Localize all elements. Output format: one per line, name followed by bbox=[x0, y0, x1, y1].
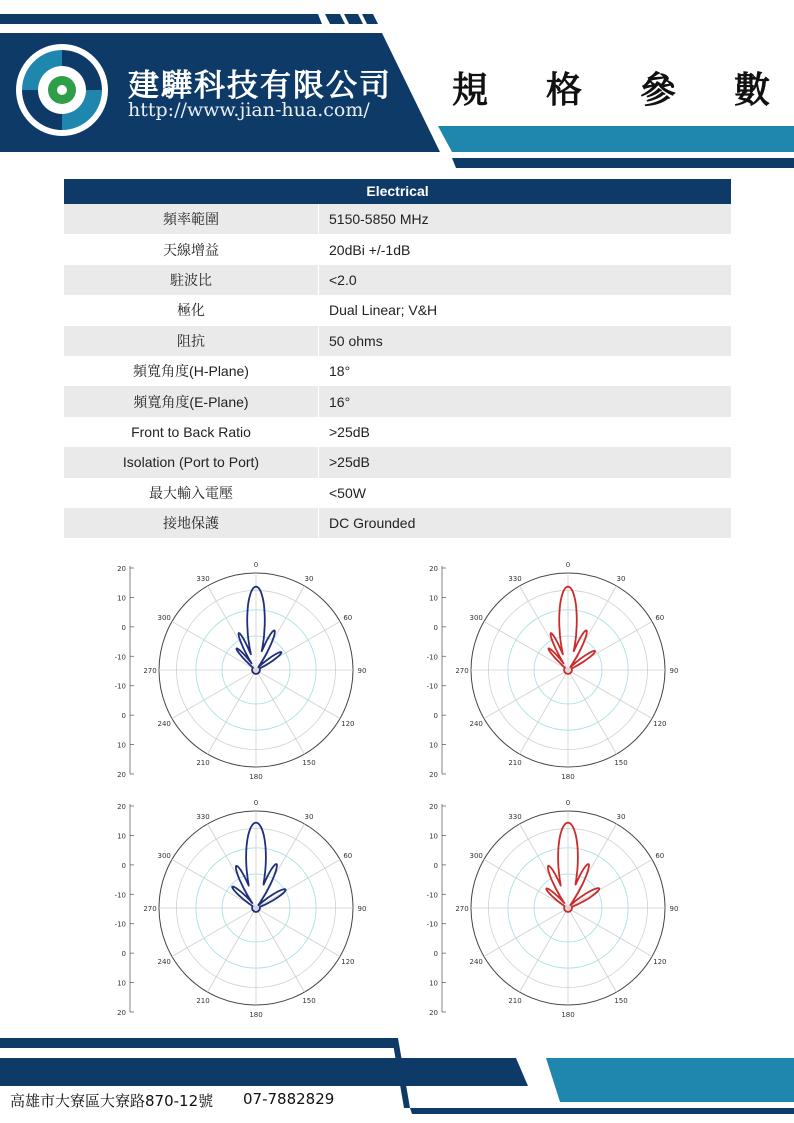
polar-chart-e-blue bbox=[110, 790, 370, 1020]
angle-label: 150 bbox=[614, 758, 628, 767]
angle-label: 180 bbox=[249, 773, 263, 781]
angle-label: 60 bbox=[655, 614, 665, 622]
angle-spoke bbox=[484, 670, 568, 719]
angle-label: 150 bbox=[614, 996, 628, 1005]
spec-label: 極化 bbox=[177, 302, 205, 319]
radial-tick-label: 10 bbox=[429, 594, 438, 603]
angle-label: 210 bbox=[196, 758, 210, 767]
spec-label: Isolation (Port to Port) bbox=[122, 454, 260, 471]
angle-label: 60 bbox=[655, 852, 665, 860]
angle-label: 240 bbox=[157, 958, 171, 966]
polar-chart-e-red bbox=[422, 790, 682, 1020]
company-logo bbox=[14, 42, 110, 138]
angle-label: 270 bbox=[455, 667, 469, 675]
radial-tick-label: 0 bbox=[433, 950, 438, 959]
angle-spoke bbox=[568, 908, 652, 957]
angle-label: 330 bbox=[508, 813, 522, 822]
radial-tick-label: 10 bbox=[429, 832, 438, 841]
radial-tick-label: 20 bbox=[117, 565, 126, 573]
radial-tick-label: 10 bbox=[117, 741, 126, 750]
angle-spoke bbox=[208, 908, 257, 992]
angle-spoke bbox=[172, 622, 256, 671]
spec-table-title: Electrical bbox=[64, 179, 731, 204]
angle-label: 90 bbox=[669, 905, 679, 913]
spec-value: >25dB bbox=[318, 417, 731, 447]
angle-label: 120 bbox=[341, 958, 355, 966]
angle-label: 60 bbox=[343, 852, 353, 860]
angle-spoke bbox=[484, 908, 568, 957]
angle-label: 30 bbox=[304, 575, 314, 584]
table-row bbox=[64, 356, 731, 386]
angle-spoke bbox=[172, 908, 256, 957]
angle-label: 210 bbox=[196, 996, 210, 1005]
spec-value: >25dB bbox=[318, 447, 731, 477]
angle-label: 0 bbox=[253, 561, 259, 569]
angle-label: 120 bbox=[341, 720, 355, 728]
angle-spoke bbox=[568, 908, 617, 992]
angle-label: 330 bbox=[196, 813, 210, 822]
radial-tick-label: 0 bbox=[121, 712, 126, 721]
spec-value: <50W bbox=[318, 478, 731, 508]
table-row bbox=[64, 204, 731, 234]
angle-label: 120 bbox=[653, 720, 667, 728]
title-char: 參 bbox=[639, 70, 676, 111]
spec-value: 50 ohms bbox=[318, 326, 731, 356]
angle-spoke bbox=[520, 908, 569, 992]
company-name: 建驊科技有限公司 bbox=[128, 68, 392, 104]
radial-tick-label: 20 bbox=[117, 771, 126, 779]
radial-tick-label: 20 bbox=[429, 803, 438, 811]
angle-label: 300 bbox=[469, 852, 483, 860]
spec-value: Dual Linear; V&H bbox=[318, 295, 731, 325]
radial-tick-label: 10 bbox=[117, 832, 126, 841]
table-row bbox=[64, 478, 731, 508]
radial-tick-label: -10 bbox=[114, 682, 126, 691]
angle-spoke bbox=[208, 670, 257, 754]
table-row bbox=[64, 417, 731, 447]
radial-tick-label: 20 bbox=[117, 803, 126, 811]
angle-label: 240 bbox=[157, 720, 171, 728]
spec-label: 駐波比 bbox=[170, 271, 212, 288]
polar-chart-h-red bbox=[422, 552, 682, 782]
radial-tick-label: 0 bbox=[433, 861, 438, 870]
angle-label: 240 bbox=[469, 958, 483, 966]
spec-label: 天線增益 bbox=[163, 241, 219, 258]
angle-spoke bbox=[256, 908, 340, 957]
angle-label: 180 bbox=[561, 773, 575, 781]
radial-tick-label: -10 bbox=[426, 682, 438, 691]
title-char: 格 bbox=[545, 70, 582, 111]
spec-value: 20dBi +/-1dB bbox=[318, 234, 731, 264]
angle-label: 30 bbox=[616, 813, 626, 822]
spec-label: 頻寬角度(E-Plane) bbox=[133, 393, 249, 410]
angle-label: 90 bbox=[357, 905, 367, 913]
spec-value: <2.0 bbox=[318, 265, 731, 295]
radial-tick-label: -10 bbox=[114, 920, 126, 929]
angle-spoke bbox=[256, 670, 305, 754]
angle-label: 30 bbox=[616, 575, 626, 584]
angle-label: 60 bbox=[343, 614, 353, 622]
spec-table bbox=[64, 179, 731, 538]
angle-label: 240 bbox=[469, 720, 483, 728]
pattern-curve bbox=[237, 587, 282, 674]
angle-label: 30 bbox=[304, 813, 314, 822]
spec-label: 最大輸入電壓 bbox=[149, 484, 233, 501]
spec-label: 頻率範圍 bbox=[163, 211, 219, 228]
angle-spoke bbox=[256, 670, 340, 719]
radial-tick-label: -10 bbox=[114, 891, 126, 900]
angle-label: 90 bbox=[357, 667, 367, 675]
angle-spoke bbox=[568, 670, 617, 754]
angle-spoke bbox=[256, 860, 340, 909]
radial-tick-label: 10 bbox=[117, 979, 126, 988]
angle-spoke bbox=[484, 860, 568, 909]
angle-label: 120 bbox=[653, 958, 667, 966]
radial-tick-label: -10 bbox=[426, 920, 438, 929]
angle-label: 210 bbox=[508, 996, 522, 1005]
angle-label: 210 bbox=[508, 758, 522, 767]
angle-label: 0 bbox=[565, 799, 571, 807]
radial-tick-label: 10 bbox=[429, 979, 438, 988]
radial-tick-label: 0 bbox=[121, 861, 126, 870]
radial-tick-label: -10 bbox=[426, 891, 438, 900]
footer-address: 高雄市大寮區大寮路870-12號 bbox=[10, 1092, 214, 1110]
radial-tick-label: 20 bbox=[429, 565, 438, 573]
table-row bbox=[64, 447, 731, 477]
angle-label: 270 bbox=[143, 667, 157, 675]
angle-label: 90 bbox=[669, 667, 679, 675]
spec-value: 18° bbox=[318, 356, 731, 386]
radial-tick-label: 20 bbox=[429, 1009, 438, 1017]
spec-value: 5150-5850 MHz bbox=[318, 204, 731, 234]
radial-tick-label: 0 bbox=[121, 950, 126, 959]
angle-label: 330 bbox=[196, 575, 210, 584]
angle-label: 270 bbox=[455, 905, 469, 913]
table-row bbox=[64, 234, 731, 264]
angle-label: 300 bbox=[157, 852, 171, 860]
polar-chart-h-blue bbox=[110, 552, 370, 782]
angle-label: 150 bbox=[302, 996, 316, 1005]
radial-tick-label: 20 bbox=[429, 771, 438, 779]
spec-label: 接地保護 bbox=[163, 515, 219, 532]
angle-spoke bbox=[568, 670, 652, 719]
spec-label: Front to Back Ratio bbox=[131, 423, 251, 440]
radial-tick-label: 10 bbox=[117, 594, 126, 603]
radial-tick-label: 10 bbox=[429, 741, 438, 750]
pattern-curve bbox=[549, 587, 596, 674]
spec-value: 16° bbox=[318, 386, 731, 416]
radial-tick-label: 0 bbox=[121, 623, 126, 632]
title-char: 數 bbox=[733, 70, 770, 111]
company-url[interactable]: http://www.jian-hua.com/ bbox=[128, 99, 370, 121]
angle-label: 0 bbox=[253, 799, 259, 807]
document-title bbox=[452, 62, 770, 113]
radial-tick-label: 0 bbox=[433, 623, 438, 632]
angle-label: 300 bbox=[469, 614, 483, 622]
spec-value: DC Grounded bbox=[318, 508, 731, 538]
radial-tick-label: 20 bbox=[117, 1009, 126, 1017]
radial-tick-label: -10 bbox=[426, 653, 438, 662]
angle-spoke bbox=[172, 860, 256, 909]
angle-label: 270 bbox=[143, 905, 157, 913]
angle-spoke bbox=[484, 622, 568, 671]
angle-label: 180 bbox=[249, 1011, 263, 1019]
table-row bbox=[64, 265, 731, 295]
spec-label: 頻寬角度(H-Plane) bbox=[133, 363, 249, 380]
angle-spoke bbox=[172, 670, 256, 719]
angle-label: 0 bbox=[565, 561, 571, 569]
radial-tick-label: 0 bbox=[433, 712, 438, 721]
table-row bbox=[64, 295, 731, 325]
table-row bbox=[64, 508, 731, 538]
radial-tick-label: -10 bbox=[114, 653, 126, 662]
table-row bbox=[64, 386, 731, 416]
angle-spoke bbox=[256, 908, 305, 992]
angle-spoke bbox=[568, 860, 652, 909]
angle-label: 150 bbox=[302, 758, 316, 767]
spec-label: 阻抗 bbox=[177, 332, 205, 349]
footer-phone: 07-7882829 bbox=[243, 1090, 335, 1108]
angle-spoke bbox=[520, 670, 569, 754]
title-char: 規 bbox=[452, 70, 489, 111]
angle-label: 300 bbox=[157, 614, 171, 622]
angle-label: 330 bbox=[508, 575, 522, 584]
angle-label: 180 bbox=[561, 1011, 575, 1019]
table-row bbox=[64, 326, 731, 356]
